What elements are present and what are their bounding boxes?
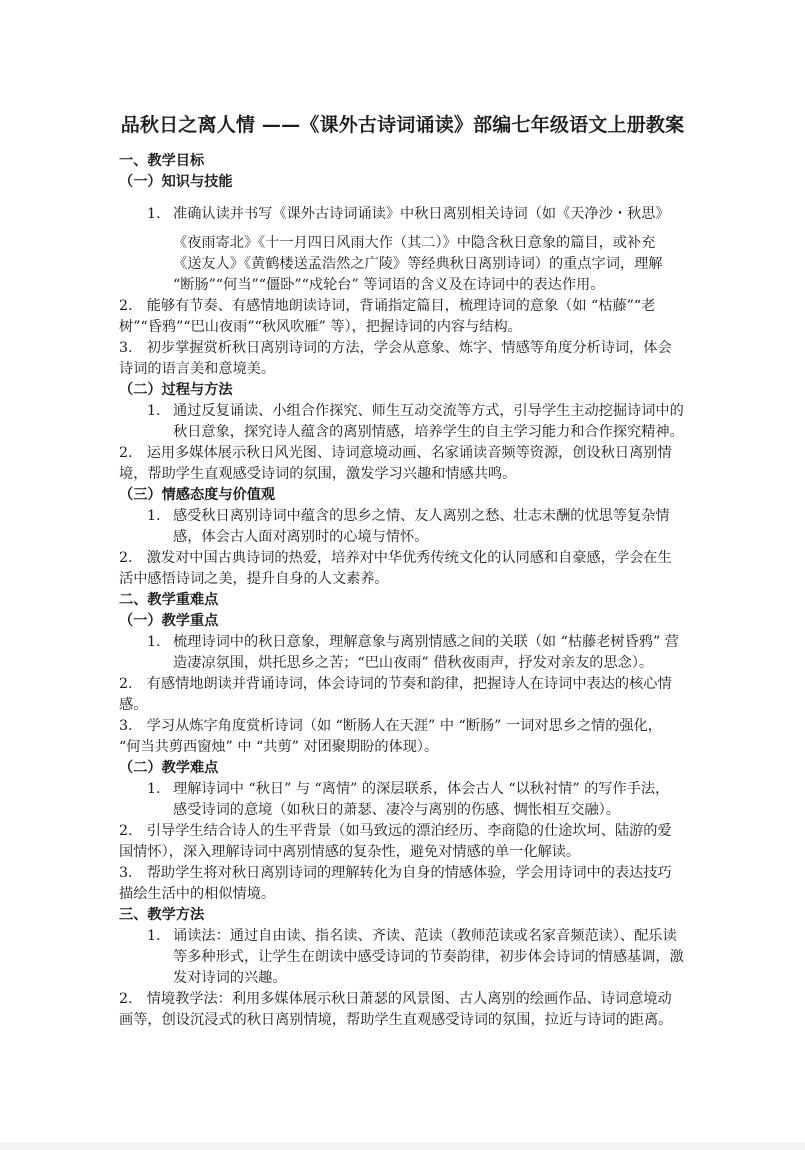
- paragraph-line: 诵读法：通过自由读、指名读、齐读、范读（教师范读或名家音频范读）、配乐读: [173, 928, 677, 944]
- section-heading: 一、教学目标: [119, 153, 205, 169]
- document-title: 品秋日之离人情 ——《课外古诗词诵读》部编七年级语文上册教案: [120, 114, 685, 136]
- paragraph-line: 3. 初步掌握赏析秋日离别诗词的方法，学会从意象、炼字、情感等角度分析诗词，体会: [119, 340, 672, 356]
- paragraph-line: 2. 激发对中国古典诗词的热爱，培养对中华优秀传统文化的认同感和自豪感，学会在生: [119, 550, 672, 566]
- paragraph-line: 感受诗词的意境（如秋日的萧瑟、凄冷与离别的伤感、惆怅相互交融）。: [173, 802, 620, 818]
- list-number: 1.: [147, 781, 161, 797]
- list-number: 1.: [147, 634, 161, 650]
- paragraph-line: 秋日意象，探究诗人蕴含的离别情感，培养学生的自主学习能力和合作探究精神。: [173, 424, 684, 440]
- subsection-heading: （一）知识与技能: [119, 174, 233, 190]
- paragraph-line: 感。: [119, 697, 148, 713]
- list-number: 1.: [147, 928, 161, 944]
- paragraph-line: 理解诗词中 “秋日” 与 “离情” 的深层联系，体会古人 “以秋衬情” 的写作手法，: [173, 781, 670, 797]
- paragraph-line: 2. 能够有节奏、有感情地朗读诗词，背诵指定篇目，梳理诗词的意象（如 “枯藤”“老: [119, 298, 656, 314]
- paragraph-line: 等多种形式，让学生在朗读中感受诗词的节奏韵律，初步体会诗词的情感基调，激: [173, 949, 684, 965]
- section-heading: 二、教学重难点: [119, 592, 219, 608]
- section-heading: 三、教学方法: [119, 907, 205, 923]
- subsection-heading: （一）教学重点: [119, 613, 219, 629]
- paragraph-line: 《夜雨寄北》《十一月四日风雨大作（其二）》中隐含秋日意象的篇目，或补充: [173, 235, 656, 251]
- list-number: 1.: [147, 206, 161, 222]
- paragraph-line: 境，帮助学生直观感受诗词的氛围，激发学习兴趣和情感共鸣。: [119, 466, 517, 482]
- paragraph-line: 3. 帮助学生将对秋日离别诗词的理解转化为自身的情感体验，学会用诗词中的表达技巧: [119, 865, 672, 881]
- paragraph-line: 2. 情境教学法：利用多媒体展示秋日萧瑟的风景图、古人离别的绘画作品、诗词意境动: [119, 991, 672, 1007]
- paragraph-line: “何当共剪西窗烛” 中 “共剪” 对团聚期盼的体现）。: [119, 739, 439, 755]
- subsection-heading: （三）情感态度与价值观: [119, 487, 276, 503]
- subsection-heading: （二）过程与方法: [119, 382, 233, 398]
- paragraph-line: 准确认读并书写《课外古诗词诵读》中秋日离别相关诗词（如《天净沙・秋思》: [173, 206, 670, 222]
- paragraph-line: 梳理诗词中的秋日意象，理解意象与离别情感之间的关联（如 “枯藤老树昏鸦” 营: [173, 634, 679, 650]
- paragraph-line: 《送友人》《黄鹤楼送孟浩然之广陵》等经典秋日离别诗词）的重点字词，理解: [173, 256, 663, 272]
- list-number: 1.: [147, 508, 161, 524]
- paragraph-line: 通过反复诵读、小组合作探究、师生互动交流等方式，引导学生主动挖掘诗词中的: [173, 403, 684, 419]
- subsection-heading: （二）教学难点: [119, 760, 219, 776]
- paragraph-line: 3. 学习从炼字角度赏析诗词（如 “断肠人在天涯” 中 “断肠” 一词对思乡之情的强化，: [119, 718, 662, 734]
- paragraph-line: “断肠”“何当”“僵卧”“戍轮台” 等词语的含义及在诗词中的表达作用。: [173, 277, 605, 293]
- paragraph-line: 2. 运用多媒体展示秋日风光图、诗词意境动画、名家诵读音频等资源，创设秋日离别情: [119, 445, 672, 461]
- list-number: 1.: [147, 403, 161, 419]
- paragraph-line: 诗词的语言美和意境美。: [119, 361, 276, 377]
- paragraph-line: 造凄凉氛围，烘托思乡之苦；“巴山夜雨” 借秋夜雨声，抒发对亲友的思念）。: [173, 655, 654, 671]
- paragraph-line: 描绘生活中的相似情境。: [119, 886, 276, 902]
- paragraph-line: 2. 有感情地朗读并背诵诗词，体会诗词的节奏和韵律，把握诗人在诗词中表达的核心情: [119, 676, 672, 692]
- paragraph-line: 感受秋日离别诗词中蕴含的思乡之情、友人离别之愁、壮志未酬的忧思等复杂情: [173, 508, 670, 524]
- paragraph-line: 发对诗词的兴趣。: [173, 970, 287, 986]
- paragraph-line: 树”“昏鸦”“巴山夜雨”“秋风吹雁” 等），把握诗词的内容与结构。: [119, 319, 522, 335]
- paragraph-line: 感，体会古人面对离别时的心境与情怀。: [173, 529, 429, 545]
- paragraph-line: 画等，创设沉浸式的秋日离别情境，帮助学生直观感受诗词的氛围，拉近与诗词的距离。: [119, 1012, 673, 1028]
- paragraph-line: 国情怀），深入理解诗词中离别情感的复杂性，避免对情感的单一化解读。: [119, 844, 581, 860]
- paragraph-line: 活中感悟诗词之美，提升自身的人文素养。: [119, 571, 389, 587]
- paragraph-line: 2. 引导学生结合诗人的生平背景（如马致远的漂泊经历、李商隐的仕途坎坷、陆游的爱: [119, 823, 672, 839]
